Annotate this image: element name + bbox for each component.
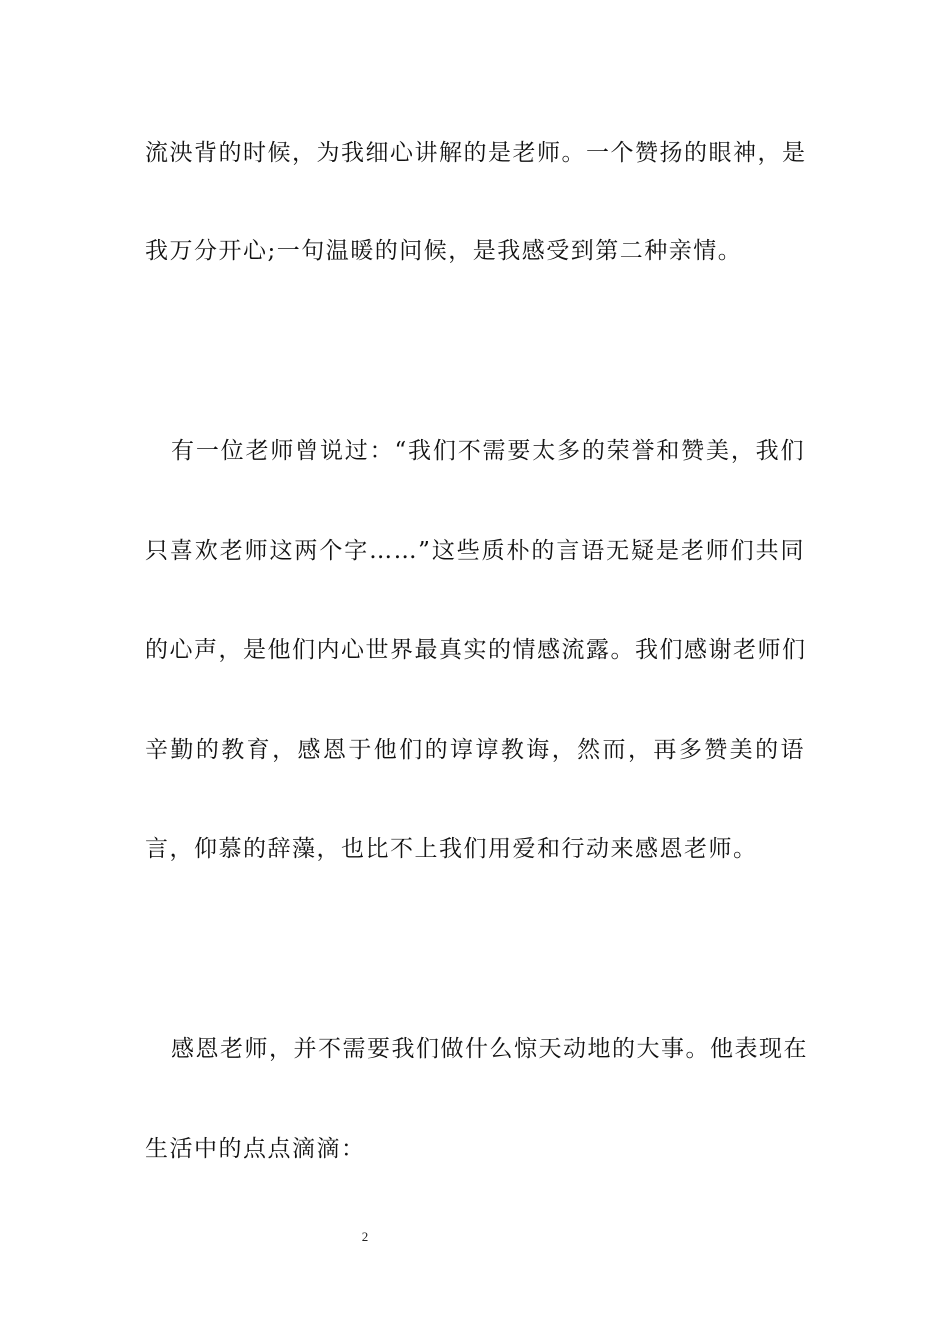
text-line: 生活中的点点滴滴：: [145, 1136, 366, 1162]
text-line: 有一位老师曾说过：“我们不需要太多的荣誉和赞美，我们: [171, 438, 805, 464]
page-number: 2: [361, 1229, 369, 1244]
text-line: 感恩老师，并不需要我们做什么惊天动地的大事。他表现在: [171, 1036, 808, 1062]
text-line: 辛勤的教育，感恩于他们的谆谆教诲，然而，再多赞美的语: [145, 737, 805, 763]
text-line: 言，仰慕的辞藻，也比不上我们用爱和行动来感恩老师。: [145, 836, 758, 862]
text-line: 我万分开心;一句温暖的问候，是我感受到第二种亲情。: [145, 238, 743, 264]
text-line: 流泱背的时候，为我细心讲解的是老师。一个赞扬的眼神，是: [145, 140, 807, 166]
text-line: 的心声，是他们内心世界最真实的情感流露。我们感谢老师们: [145, 637, 807, 663]
text-line: 只喜欢老师这两个字……”这些质朴的言语无疑是老师们共同: [145, 538, 805, 564]
